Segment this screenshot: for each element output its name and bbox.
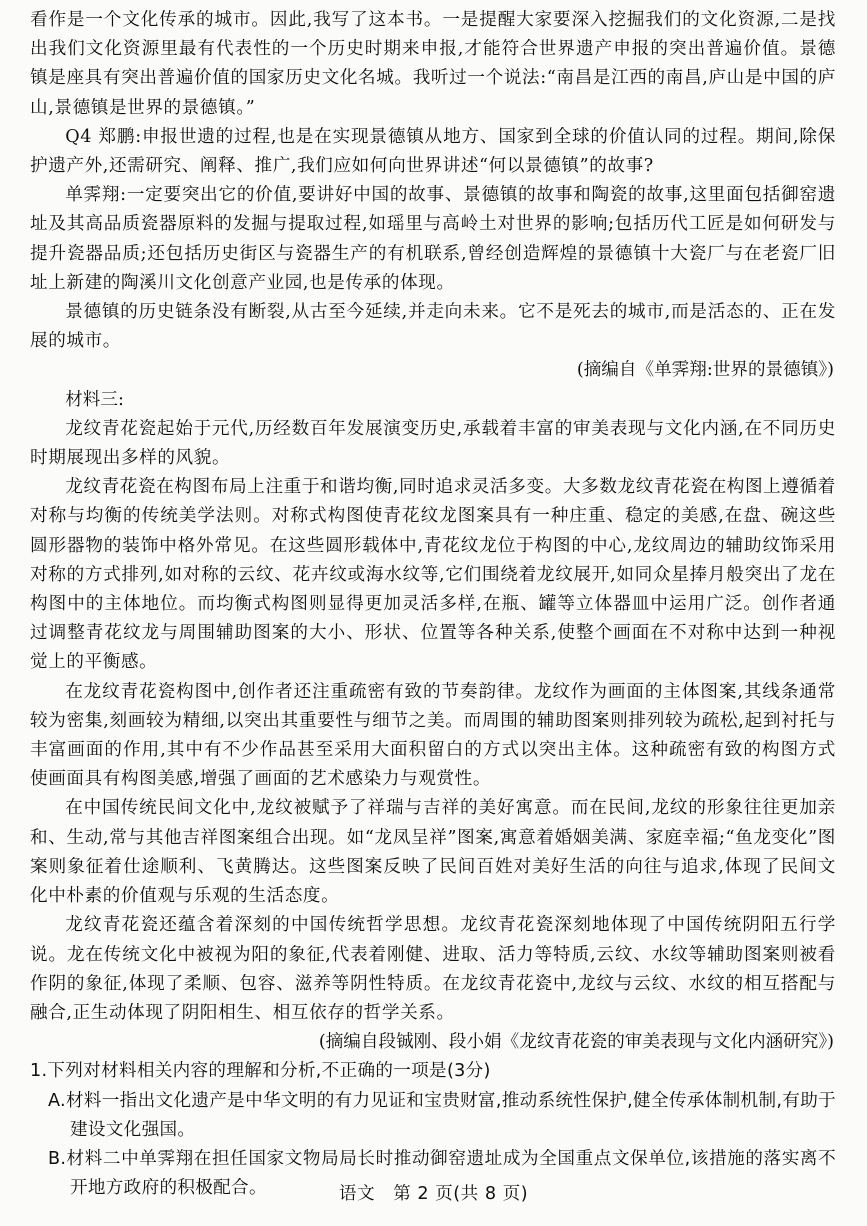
page-content	[30, 6, 836, 1203]
material-3-paragraph: 龙纹青花瓷还蕴含着深刻的中国传统哲学思想。龙纹青花瓷深刻地体现了中国传统阴阳五行学说。龙在传统文化中被视为阳的象征,代表着刚健、进取、活力等特质,云纹、水纹等辅助图案则被看作阴的象征,体现了柔顺、包容、滋养等阴性特质。在龙纹青花瓷中,龙纹与云纹、水纹的相互搭配与融合,正生动体现了阴阳相生、相互依存的哲学关系。	[30, 915, 836, 1023]
material-3-paragraph: 龙纹青花瓷起始于元代,历经数百年发展演变历史,承载着丰富的审美表现与文化内涵,在不同历史时期展现出多样的风貌。	[30, 418, 836, 469]
material-3-paragraph: 龙纹青花瓷在构图布局上注重于和谐均衡,同时追求灵活多变。大多数龙纹青花瓷在构图上遵循着对称与均衡的传统美学法则。对称式构图使青花纹龙图案具有一种庄重、稳定的美感,在盘、碗这些圆形器物的装饰中格外常见。在这些圆形载体中,青花纹龙位于构图的中心,龙纹周边的辅助纹饰采用对称的方式排列,如对称的云纹、花卉纹或海水纹等,它们围绕着龙纹展开,如同众星捧月般突出了龙在构图中的主体地位。而均衡式构图则显得更加灵活多样,在瓶、罐等立体器皿中运用广泛。创作者通过调整青花纹龙与周围辅助图案的大小、形状、位置等各种关系,使整个画面在不对称中达到一种视觉上的平衡感。	[30, 477, 836, 673]
paragraph-conclusion: 景德镇的历史链条没有断裂,从古至今延续,并走向未来。它不是死去的城市,而是活态的、正在发展的城市。	[30, 302, 836, 352]
material-3-paragraph: 在中国传统民间文化中,龙纹被赋予了祥瑞与吉祥的美好寓意。而在民间,龙纹的形象往往更加亲和、生动,常与其他吉祥图案组合出现。如“龙凤呈祥”图案,寓意着婚姻美满、家庭幸福;“鱼龙变化”图案则象征着仕途顺利、飞黄腾达。这些图案反映了民间百姓对美好生活的向往与追求,体现了民间文化中朴素的价值观与乐观的生活态度。	[30, 798, 836, 907]
source-citation-3: (摘编自段铖刚、段小娟《龙纹青花瓷的审美表现与文化内涵研究》)	[318, 1032, 834, 1053]
paragraph-q4: Q4 郑鹏:申报世遗的过程,也是在实现景德镇从地方、国家到全球的价值认同的过程。期间,除保护遗产外,还需研究、阐释、推广,我们应如何向世界讲述“何以景德镇”的故事?	[30, 126, 836, 177]
question-option-a[interactable]: A.材料一指出文化遗产是中华文明的有力见证和宝贵财富,推动系统性保护,健全传承体制机制,有助于建设文化强国。	[48, 1090, 836, 1140]
page-footer: 语文 第 2 页(共 8 页)	[338, 1184, 529, 1204]
paragraph-answer: 单霁翔:一定要突出它的价值,要讲好中国的故事、景德镇的故事和陶瓷的故事,这里面包括御窑遗址及其高品质瓷器原料的发掘与提取过程,如瑶里与高岭土对世界的影响;包括历代工匠是如何研发与提升瓷器品质;还包括历史街区与瓷器生产的有机联系,曾经创造辉煌的景德镇十大瓷厂与在老瓷厂旧址上新建的陶溪川文化创意产业园,也是传承的体现。	[30, 185, 836, 293]
question-stem: 1.下列对材料相关内容的理解和分析,不正确的一项是(3分)	[30, 1061, 491, 1082]
material-3-heading: 材料三:	[65, 389, 124, 410]
question-option-b[interactable]: B.材料二中单霁翔在担任国家文物局局长时推动御窑遗址成为全国重点文保单位,该措施的落实离不开地方政府的积极配合。	[48, 1148, 836, 1199]
material-3-paragraph: 在龙纹青花瓷构图中,创作者还注重疏密有致的节奏韵律。龙纹作为画面的主体图案,其线条通常较为密集,刻画较为精细,以突出其重要性与细节之美。而周围的辅助图案则排列较为疏松,起到衬托与丰富画面的作用,其中有不少作品甚至采用大面积留白的方式以突出主体。这种疏密有致的构图方式使画面具有构图美感,增强了画面的艺术感染力与观赏性。	[30, 681, 836, 790]
source-citation-2: (摘编自《单霁翔:世界的景德镇》)	[576, 360, 834, 381]
paragraph-continued: 看作是一个文化传承的城市。因此,我写了这本书。一是提醒大家要深入挖掘我们的文化资源,二是找出我们文化资源里最有代表性的一个历史时期来申报,才能符合世界遗产申报的突出普遍价值。景德镇是座具有突出普遍价值的国家历史文化名城。我听过一个说法:“南昌是江西的南昌,庐山是中国的庐山,景德镇是世界的景德镇。”	[30, 10, 836, 118]
